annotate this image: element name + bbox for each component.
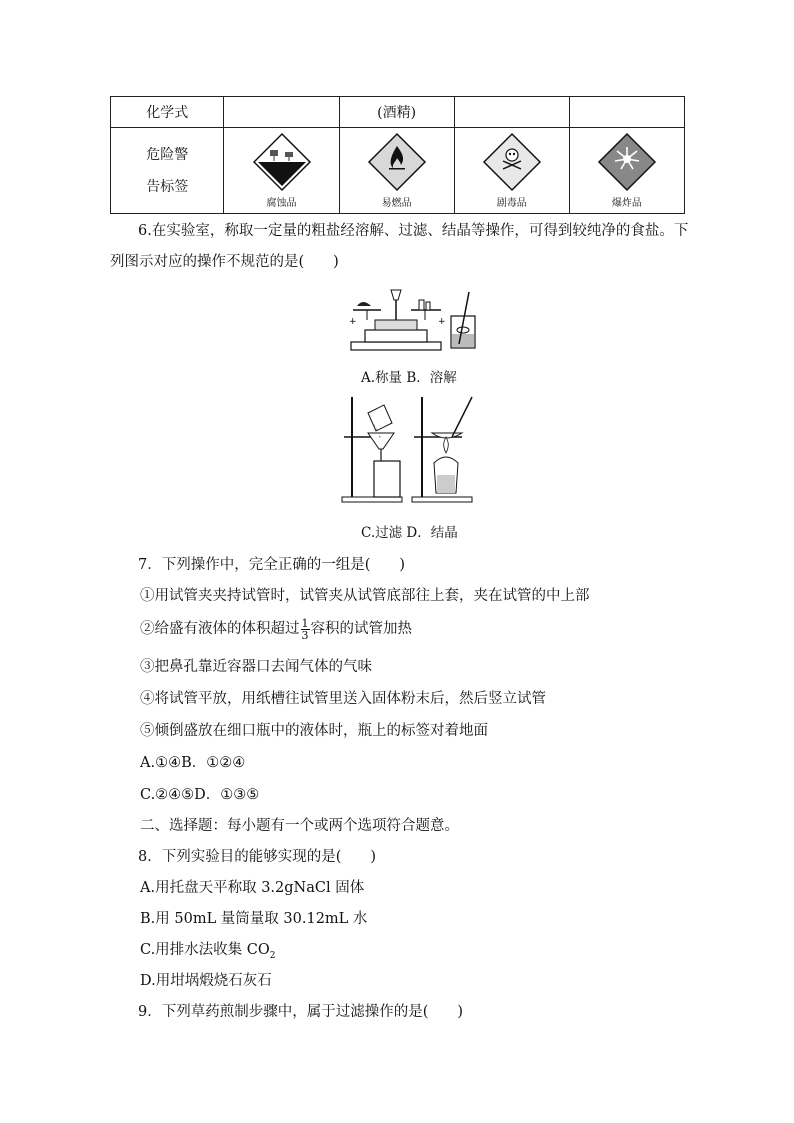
sign-cell-explosive bbox=[569, 128, 684, 214]
q8-option-d: D.用坩埚煅烧石灰石 bbox=[140, 973, 272, 989]
corrosive-diamond-icon bbox=[252, 132, 312, 192]
sign-caption-flammable: 易燃品 bbox=[381, 198, 412, 209]
hazard-label-line1: 危险警 bbox=[146, 146, 189, 163]
svg-text:+: + bbox=[349, 317, 357, 327]
q7-item-3: ③把鼻孔靠近容器口去闻气体的气味 bbox=[140, 659, 372, 675]
q7-stem: 7．下列操作中，完全正确的一组是( ) bbox=[138, 557, 406, 573]
q7-item-1: ①用试管夹夹持试管时，试管夹从试管底部往上套，夹在试管的中上部 bbox=[140, 588, 590, 604]
fraction-numerator: 1 bbox=[301, 616, 309, 630]
q8-option-c-text: C.用排水法收集 CO bbox=[140, 942, 270, 958]
svg-text:+: + bbox=[438, 317, 446, 327]
fraction-denominator: 3 bbox=[301, 628, 309, 642]
sign-cell-toxic bbox=[454, 128, 569, 214]
q7-options-ab: A.①④B．①②④ bbox=[140, 755, 246, 771]
sign-caption-toxic: 剧毒品 bbox=[496, 198, 527, 209]
filtering-crystallizing-figure bbox=[340, 393, 475, 505]
q6-stem-line2: 列图示对应的操作不规范的是( ) bbox=[110, 254, 339, 270]
q8-option-b: B.用 50mL 量筒量取 30.12mL 水 bbox=[140, 911, 368, 927]
explosive-diamond-icon bbox=[597, 132, 657, 192]
q7-item-2-post: 容积的试管加热 bbox=[310, 621, 412, 637]
hazard-label-cell bbox=[111, 128, 224, 214]
q6-caption-ab: A.称量 B．溶解 bbox=[361, 370, 457, 386]
co2-subscript: 2 bbox=[269, 950, 276, 961]
weighing-dissolving-figure bbox=[345, 286, 480, 354]
hazard-table bbox=[110, 96, 685, 214]
q8-option-c bbox=[140, 938, 276, 961]
flammable-diamond-icon bbox=[367, 132, 427, 192]
hazard-label-line2: 告标签 bbox=[146, 178, 189, 195]
q6-caption-cd: C.过滤 D．结晶 bbox=[361, 525, 458, 541]
one-third-fraction bbox=[301, 618, 310, 641]
formula-cell-3 bbox=[454, 97, 569, 128]
formula-cell-4 bbox=[569, 97, 684, 128]
q7-item-2-pre: ②给盛有液体的体积超过 bbox=[140, 621, 300, 637]
q6-stem-line1: 6.在实验室，称取一定量的粗盐经溶解、过滤、结晶等操作，可得到较纯净的食盐。下 bbox=[138, 223, 689, 239]
formula-cell-2: (酒精) bbox=[339, 97, 454, 128]
formula-cell-1 bbox=[224, 97, 339, 128]
q7-options-cd: C.②④⑤D．①③⑤ bbox=[140, 787, 260, 803]
section-2-heading: 二、选择题：每小题有一个或两个选项符合题意。 bbox=[140, 818, 459, 834]
sign-caption-corrosive: 腐蚀品 bbox=[266, 198, 297, 209]
q7-item-2 bbox=[140, 617, 412, 641]
q9-stem: 9．下列草药煎制步骤中，属于过滤操作的是( ) bbox=[138, 1004, 464, 1020]
sign-cell-corrosive bbox=[224, 128, 339, 214]
sign-caption-explosive: 爆炸品 bbox=[611, 198, 642, 209]
sign-cell-flammable bbox=[339, 128, 454, 214]
chem-formula-label: 化学式 bbox=[111, 97, 224, 128]
q8-stem: 8．下列实验目的能够实现的是( ) bbox=[138, 849, 377, 865]
q8-option-a: A.用托盘天平称取 3.2gNaCl 固体 bbox=[140, 880, 365, 896]
toxic-diamond-icon bbox=[482, 132, 542, 192]
q7-item-4: ④将试管平放，用纸槽往试管里送入固体粉末后，然后竖立试管 bbox=[140, 691, 546, 707]
q7-item-5: ⑤倾倒盛放在细口瓶中的液体时，瓶上的标签对着地面 bbox=[140, 723, 488, 739]
